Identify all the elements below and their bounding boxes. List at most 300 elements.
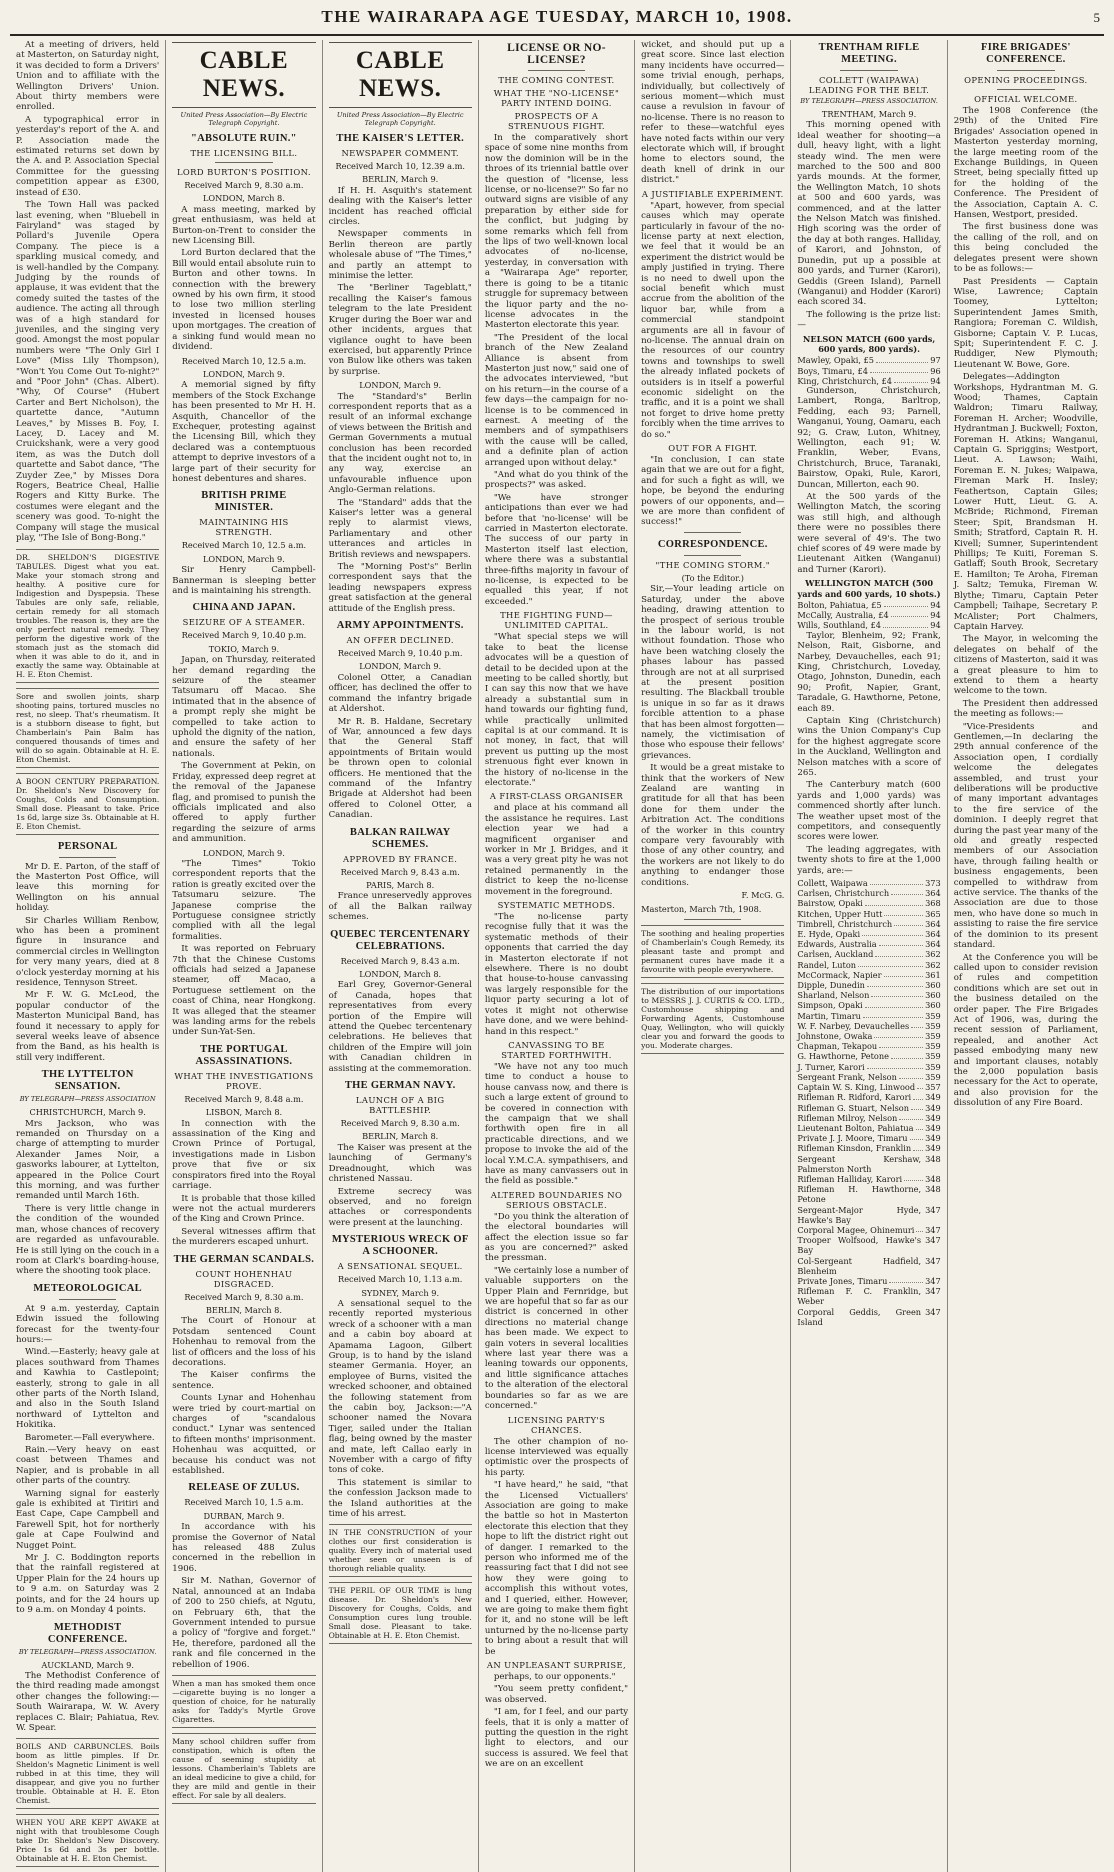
- paragraph: "Apart, however, from special causes which may operate particularly in favour of the no-license party at next election, we feel that it would be an experiment the district would be amply justified in trying. There is no need to dwell upon the social benefit which must accrue from the abolition of the liquor bar, while from a commercial standpoint arguments are all in favour of no-license. The annual drain on the resources of our country towns and townships to swell the already inflated pockets of outsiders is in itself a powerful economic sidelight on the traffic, and it is a point we shall not forget to drive home pretty forcibly when the time arrives to do so.": [641, 200, 785, 440]
- sub-heading: LORD BURTON'S POSITION.: [176, 167, 311, 177]
- advert: Sore and swollen joints, sharp shooting pains, tortured muscles no rest, no sleep. That's rheumatism. It is a stubborn disease to fight, but Chamberlain's Pain Balm has conquered thousands of times and will do so again. Obtainable at H. E. Eton Chemist.: [16, 688, 159, 768]
- shooter-name: Collett, Waipawa: [797, 878, 868, 889]
- score-row: [797, 919, 940, 929]
- shooter-name: Boys, Timaru, £4: [797, 365, 868, 376]
- section-heading: "ABSOLUTE RUIN.": [191, 133, 297, 144]
- shooter-name: Simpson, Opaki: [797, 1000, 863, 1011]
- agency-note: United Press Association—By Electric Telegraph Copyright.: [180, 111, 308, 127]
- paragraph: Delegates—Addington Workshops, Hydrantman M. G. Wood; Thames, Captain Waldron; Timaru Railway, Foreman H. Archer; Woodville, Hydrantman J. Buckwell; Foxton, Foreman H. Atkins; Wanganui, Captain G. Spriggins; Westport, Lieut. A. Lawson; Waihi, Foreman E. N. Jukes; Waipawa, Fireman Mark H. Insley; Feathertson, Captain Giles; Lower Hutt, Lieut. G. A. McBride; Richmond, Fireman Steer; Spit, Brandsman H. Smith; Stratford, Captain R. H. Kivell; Sumner, Superintendent Phillips; Te Kuiti, Foreman S. Gatlaff; South Brook, Secretary E. Hamilton; Te Aroha, Fireman J. Saltz; Temuka, Fireman W. Blythe; Timaru, Captain Peter Campbell; Taihape, Secretary P. McAlister; Port Chalmers, Captain Harvey.: [953, 372, 1098, 632]
- score-table-heading: WELLINGTON MATCH (500 yards and 600 yards, 10 shots.): [797, 578, 941, 599]
- shooter-score: 359: [925, 1031, 941, 1042]
- shooter-name: Chapman, Tekapou: [797, 1041, 878, 1052]
- leader-dots: [917, 1082, 923, 1089]
- paragraph: In connection with the assassination of the King and Crown Prince of Portugal, investigations made in Lisbon prove that five or six conspirators fired into the Royal carriage.: [172, 1118, 316, 1192]
- leader-dots: [904, 1174, 923, 1181]
- shooter-score: 348: [925, 1184, 941, 1195]
- paragraph: At the 500 yards of the Wellington Match, the scoring was still high, and although there were no possibles there were several of 49's. The two chief scores of 49 were made by Lieutenant Aitken (Wanganui) and Turner (Karori).: [797, 492, 941, 575]
- score-row: [797, 1123, 940, 1133]
- sub-heading: THE LICENSING BILL.: [190, 148, 298, 158]
- score-row: [797, 888, 940, 898]
- leader-dots: [911, 1103, 923, 1110]
- paragraph: This statement is similar to the confession Jackson made to the Island authorities at the time of his arrest.: [328, 1477, 472, 1520]
- paragraph: Sir Henry Campbell-Bannerman is sleeping better and is maintaining his strength.: [172, 565, 316, 596]
- paragraph: Past Presidents — Captain Wise, Lawrence; Captain Toomey, Lyttelton; Superintendent James Smith, Rangiora; Foreman C. Wildish, Gisborne; Captain V. P. Lucas, Spit; Superintendent F. C. J. Ruddiger, New Plymouth; Lieutenant W. Bowe, Gore.: [953, 276, 1098, 370]
- section-heading: FIRE BRIGADES' CONFERENCE.: [981, 42, 1071, 65]
- section-heading: CORRESPONDENCE.: [657, 538, 768, 550]
- shooter-score: 359: [925, 1010, 941, 1021]
- section-heading: THE GERMAN SCANDALS.: [173, 1253, 315, 1265]
- paragraph: A typographical error in yesterday's report of the A. and P. Association made the estimated returns set down by the A. and P. Association Special Committee for the guessing competition appear as £300, instead of £30.: [16, 114, 160, 198]
- paragraph: "And what do you think of the prospects?" was asked.: [484, 470, 629, 491]
- sub-heading: ALTERED BOUNDARIES NO SERIOUS OBSTACLE.: [490, 1189, 623, 1210]
- dateline: PARIS, March 8.: [366, 879, 435, 890]
- divider: [997, 89, 1055, 90]
- paragraph: The Mayor, in welcoming the delegates on behalf of the citizens of Masterton, said it was a great pleasure to him to extend to them a hearty welcome to the town.: [953, 634, 1098, 697]
- score-row: [797, 366, 940, 376]
- shooter-score: 347: [925, 1235, 941, 1246]
- score-row: [797, 1062, 940, 1072]
- paragraph: The President then addressed the meeting as follows:—: [953, 698, 1098, 720]
- score-row: [797, 1021, 940, 1031]
- sub-heading: AN OFFER DECLINED.: [346, 635, 454, 646]
- paragraph: Lord Burton declared that the Bill would entail absolute ruin to Burton and other towns. In connection with the brewery owned by his own firm, it stood to lose two million sterling invested in licensed houses upon mortgages. The creation of a sinking fund would mean no dividend.: [172, 248, 316, 353]
- shooter-name: Corporal Geddis, Green Island: [797, 1306, 922, 1327]
- shooter-name: Trooper Wolfsood, Hawke's Bay: [797, 1235, 922, 1256]
- shooter-name: Wills, Southland, £4: [797, 620, 881, 631]
- shooter-score: 362: [925, 949, 941, 960]
- sub-heading: LICENSING PARTY'S CHANCES.: [507, 1414, 606, 1435]
- section-heading: BRITISH PRIME MINISTER.: [201, 490, 287, 514]
- paragraph: The Kaiser was present at the launching of Germany's Dreadnought, which was christened Nassau.: [328, 1142, 472, 1185]
- shooter-name: Col-Sergeant Hadfield, Blenheim: [797, 1255, 922, 1276]
- score-row: [797, 600, 940, 610]
- leader-dots: [883, 620, 928, 627]
- paragraph: The leading aggregates, with twenty shots to fire at the 1,000 yards, are:—: [797, 844, 941, 876]
- score-row: [797, 1174, 940, 1184]
- shooter-score: 368: [925, 898, 941, 909]
- dateline: Received March 10, 12.5 a.m.: [181, 355, 307, 366]
- section-heading: ARMY APPOINTMENTS.: [336, 620, 464, 632]
- nelson-score-list: [797, 355, 940, 386]
- leader-dots: [875, 949, 923, 956]
- sub-heading: PROSPECTS OF A STRENUOUS FIGHT.: [508, 111, 605, 131]
- leader-dots: [870, 878, 923, 885]
- wellington-score-list: [797, 600, 940, 631]
- shooter-name: J. Turner, Karori: [797, 1061, 865, 1072]
- dateline: LONDON, March 9.: [359, 380, 442, 391]
- leader-dots: [858, 960, 923, 967]
- paragraph: "The no-license party recognise fully that it was the systematic methods of their opponents that carried the day in Masterton electorate if not elsewhere. There is no doubt that house-to-house canvassing was largely responsible for the liquor party securing a lot of votes it might not otherwise have done, and we were behind-hand in this respect.": [484, 912, 629, 1037]
- shooter-score: 349: [925, 1112, 941, 1123]
- dateline: DURBAN, March 9.: [203, 1510, 285, 1521]
- section-heading: MYSTERIOUS WRECK OF A SCHOONER.: [331, 1234, 469, 1258]
- shooter-score: 360: [925, 980, 941, 991]
- paragraph: Sir,—Your leading article on Saturday, under the above heading, drawing attention to the prospect of serious trouble in the labour world, is not without foundation. Those who have been watching closely the phases labour has passed through are not at all surprised at the present position resulting. The Blackball trouble is unique in so far as it draws forcible attention to a phase that has been almost forgotten—namely, the victimisation of those who espouse their fellows' grievances.: [641, 584, 785, 761]
- paragraph: Captain King (Christchurch) wins the Union Company's Cup for the highest aggregate score in the Auckland, Wellington and Nelson matches with a score of 265.: [797, 715, 941, 778]
- shooter-name: Timbrell, Christchurch: [797, 918, 893, 929]
- column-1: [10, 40, 166, 1872]
- paragraph: "The President of the local branch of the New Zealand Alliance is absent from Masterton just now," said one of the advocates interviewed, "but on his return—in the course of a few days—the campaign for no-license is to be commenced in earnest. A meeting of the members and of sympathisers with the cause will be called, and a definite plan of action arranged upon without delay.": [484, 332, 629, 468]
- shooter-score: 365: [925, 908, 941, 919]
- score-row: [797, 1041, 940, 1051]
- section-heading: TRENTHAM RIFLE MEETING.: [818, 42, 920, 65]
- paragraph: The Town Hall was packed last evening, when "Bluebell in Fairyland" was staged by Pollard's Juvenile Opera Company. The piece is a sparkling musical comedy, and is well-handled by the Company. Judging by the rounds of applause, it was evident that the comedy suited the tastes of the audience. The acting all through was of a high standard for juveniles, and the singing very good. Amongst the most popular numbers were "The Only Girl I Love" (Miss Lily Thompson), "Won't You Come Out To-night?" and "Poor John" (Chas. Albert). "Why, Of Course" (Hubert Carter and Bert Nicholson), the quartette dance, "Autumn Leaves," by Misses B. Foy, I. Lacey, D. Lacey and M. Cruickshank, were a very good item, as was the Dutch doll quartette and Sabot dance, "The Zuyder Zee," by Misses Dora Rogers, Beatrice Cheal, Hallie Rogers and Kitty Burke. The costumes were elegant and the scenery was good. To-night the Company will stage the musical play, "The Isle of Bong-Bong.": [16, 200, 160, 544]
- paragraph: The other champion of no-license interviewed was equally optimistic over the prospects of his party.: [484, 1436, 629, 1478]
- leader-dots: [884, 970, 924, 977]
- score-row: [797, 620, 940, 630]
- shooter-name: Carlsen, Auckland: [797, 949, 874, 960]
- dateline: LONDON, March 9.: [202, 368, 285, 379]
- shooter-score: 347: [925, 1286, 941, 1297]
- advert: The soothing and healing properties of Chamberlain's Cough Remedy, its pleasant taste and prompt and permanent cures have made it a favourite with people everywhere.: [641, 925, 784, 978]
- divider: [215, 162, 272, 163]
- shooter-score: 359: [925, 1061, 941, 1072]
- score-row: [797, 610, 940, 620]
- paragraph: The "Morning Post's" Berlin correspondent says that the leading newspapers express great satisfaction at the general attitude of the English press.: [328, 562, 472, 614]
- paragraph: It is probable that those killed were not the actual murderers of the King and Crown Prince.: [172, 1193, 316, 1225]
- score-row: [797, 1154, 940, 1174]
- section-heading: METHODIST CONFERENCE.: [47, 1621, 128, 1645]
- shooter-name: Martin, Timaru: [797, 1010, 861, 1021]
- leader-dots: [865, 1000, 923, 1007]
- agency-note: BY TELEGRAPH—PRESS ASSOCIATION: [19, 1095, 156, 1104]
- section-heading: THE PORTUGAL ASSASSINATIONS.: [195, 1043, 293, 1067]
- paragraph: "The Times" Tokio correspondent reports that the ration is greatly excited over the Tatsumaru seizure. The Japanese comprise the Portuguese consignee strictly complied with all the legal formalities.: [172, 858, 316, 942]
- paragraph: There is very little change in the condition of the wounded man, whose chances of recovery are regarded as unfavourable. He is still lying on the couch in a room at Clark's boarding-house, where the shooting took place.: [16, 1203, 160, 1277]
- paragraph: Barometer.—Fall everywhere.: [25, 1432, 155, 1443]
- shooter-name: E. Hyde, Opaki: [797, 929, 861, 940]
- shooter-name: Corporal Magee, Ohinemuri: [797, 1224, 915, 1235]
- shooter-name: W. F. Narbey, Devauchelles: [797, 1020, 910, 1031]
- paragraph: Warning signal for easterly gale is exhibited at Tiritiri and East Cape, Cape Campbell and Farewell Spit, hot for northerly gale at Cape Foulwind and Nugget Point.: [16, 1488, 160, 1551]
- advert: Many school children suffer from constipation, which is often the cause of seeming stupidity at lessons. Chamberlain's Tablets are an ideal medicine to give a child, for they are mild and gentle in their effect. For sale by all dealers.: [172, 1733, 315, 1804]
- section-heading: PERSONAL: [57, 840, 118, 852]
- sub-heading: THE FIGHTING FUND—UNLIMITED CAPITAL.: [500, 610, 613, 631]
- shooter-score: 94: [930, 600, 941, 611]
- score-table-heading: NELSON MATCH (600 yards, 600 yards, 800 yards).: [802, 333, 936, 354]
- score-row: [797, 898, 940, 908]
- shooter-name: Rifleman H. Hawthorne, Petone: [797, 1184, 922, 1205]
- shooter-score: 357: [925, 1082, 941, 1093]
- shooter-score: 364: [925, 888, 941, 899]
- section-heading: QUEBEC TERCENTENARY CELEBRATIONS.: [330, 928, 471, 952]
- paragraph: Sir Charles William Renbow, who has been a prominent figure in insurance and commercial circles in Wellington for very many years, died at 8 o'clock yesterday morning at his residence, Tennyson Street.: [16, 915, 160, 988]
- paragraph: Colonel Otter, a Canadian officer, has declined the offer to command the infantry brigade at Aldershot.: [328, 672, 472, 715]
- paragraph: Mrs Jackson, who was remanded on Thursday on a charge of attempting to murder Alexander James Noir, a gasworks labourer, at Lyttelton, appeared in the Police Court this morning, and was further remanded until March 16th.: [16, 1118, 160, 1202]
- dateline: Received March 9, 8.30 a.m.: [340, 1118, 460, 1129]
- shooter-name: Private Jones, Timaru: [797, 1275, 888, 1286]
- paragraph: This morning opened with ideal weather for shooting—a dull, heavy light, with a light steady wind. The men were marched to the 500 and 800 yards mounds. At the former, the Wellington Match, 10 shots at 500 and 600 yards, was commenced, and at the latter the Nelson Match was finished. High scoring was the order of the day at both ranges. Halliday, of Karori, and Johnston, of Dunedin, put up a possible at 800 yards, and Turner (Karori), Geddis (Green Island), Parnell (Wanganui) and Hodder (Karori) each scored 34.: [797, 120, 941, 308]
- shooter-score: 94: [930, 610, 941, 621]
- section-heading: CHINA AND JAPAN.: [192, 602, 296, 614]
- letter-signature: F. McG. G.: [741, 890, 785, 901]
- leader-dots: [894, 919, 923, 926]
- paragraph: Wind.—Easterly; heavy gale at places southward from Thames and Kawhia to Castlepoint; easterly, strong to gale in all other parts of the North Island, and also in the South Island northward of Lyttelton and Hokitika.: [16, 1347, 160, 1431]
- score-row: [797, 949, 940, 959]
- score-row: [797, 1276, 940, 1286]
- section-heading: METEOROLOGICAL: [33, 1282, 142, 1294]
- leader-dots: [865, 898, 923, 905]
- score-row: [797, 1184, 940, 1204]
- shooter-name: Randel, Luton: [797, 959, 857, 970]
- paragraph: "We have not any too much time to conduct a house to house canvass now, and there is such a large extent of ground to be covered in connection with the campaign that we shall forthwith open fire in all practicable directions, and we propose to invoke the aid of the local Y.M.C.A. sympathisers, and have as many canvassers out in the field as possible.": [484, 1061, 629, 1187]
- paragraph: The following is the prize list:—: [797, 309, 941, 331]
- leader-dots: [916, 1123, 924, 1130]
- section-heading: BALKAN RAILWAY SCHEMES.: [349, 826, 451, 850]
- leader-dots: [862, 929, 923, 936]
- shooter-name: Mawley, Opaki, £5: [797, 355, 874, 366]
- shooter-name: Rifleman G. Stuart, Nelson: [797, 1102, 909, 1113]
- paragraph: "We certainly lose a number of valuable supporters on the Upper Plain and Fernridge, but we are hopeful that so far as our district is concerned in other directions no material change has been made. We expect to gain voters in several localities where last year there was a leaning towards our opponents, and little significance attaches to the alteration of the electoral boundaries so far as we are concerned.": [484, 1265, 629, 1412]
- dateline: Received March 9, 8.30 a.m.: [184, 180, 304, 190]
- paragraph: perhaps, to our opponents.": [493, 1672, 616, 1683]
- shooter-name: Rifleman Kinsdon, Franklin: [797, 1143, 912, 1154]
- advert: IN THE CONSTRUCTION of your clothes our first consideration is quality. Every inch of material used whether seen or unseen is of thorough reliable quality.: [329, 1524, 472, 1577]
- leader-dots: [891, 888, 923, 895]
- paragraph: "I am, for I feel, and our party feels, that it is only a matter of putting the question in the right light to electors, and our success is assured. We feel that we are on an excellent: [484, 1707, 629, 1770]
- agency-note: BY TELEGRAPH—PRESS ASSOCIATION.: [18, 1647, 157, 1656]
- paragraph: It would be a great mistake to think that the workers of New Zealand are wanting in gratitude for all that has been done for them under the Arbitration Act. The conditions of the worker in this country compare very favourably with those of any other country, and the workers are not likely to do anything to endanger those conditions.: [641, 763, 785, 888]
- leader-dots: [899, 1072, 923, 1079]
- shooter-name: Private J. J. Moore, Timaru: [797, 1133, 908, 1144]
- page-number: 5: [1093, 10, 1100, 25]
- divider: [528, 70, 585, 71]
- paragraph: Sir M. Nathan, Governor of Natal, announced at an Indaba of 200 to 250 chiefs, at Ngutu, on February 6th, that the Government intended to pursue a policy of "forgive and forget." He, therefore, pardoned all the rank and file concerned in the rebellion of 1906.: [172, 1576, 316, 1670]
- shooter-name: Bolton, Pahiatua, £5: [797, 600, 882, 611]
- paragraph: In the comparatively short space of some nine months from now the dominion will be in the throes of its triennial battle over the question of "license, less license, or no-license?" So far no outward signs are visible of any preparation by either side for the conflict, but judging by some remarks which fell from the lips of two well-known local advocates of no-license, yesterday, in conversation with a "Wairarapa Age" reporter, there is going to be a titanic struggle for supremacy between the liquor party and the no-license advocates in the Masterton electorate this year.: [484, 133, 629, 331]
- shooter-score: 359: [925, 1071, 941, 1082]
- divider: [684, 532, 741, 533]
- shooter-name: Sergeant Frank, Nelson: [797, 1071, 897, 1082]
- dateline: BERLIN, March 9.: [362, 174, 439, 185]
- column-6: [791, 40, 947, 1872]
- columns: [10, 40, 1104, 1864]
- paragraph: France unreservedly approves of all the Balkan railway schemes.: [328, 891, 472, 923]
- paragraph: The "Standard's" Berlin correspondent reports that as a result of an informal exchange of views between the British and German Governments a mutual conclusion has been recorded that the incident ought not to, in any way, exercise an unfavourable influence upon Anglo-German relations.: [328, 391, 472, 496]
- shooter-name: Lieutenant Bolton, Pahiatua: [797, 1122, 914, 1133]
- leader-dots: [884, 600, 929, 607]
- paragraph: At a meeting of drivers, held at Masterton, on Saturday night, it was decided to form a Drivers' Union and to affiliate with the Wellington Drivers' Union. About thirty members were enrolled.: [16, 40, 160, 113]
- shooter-score: 359: [925, 1020, 941, 1031]
- paragraph: A mass meeting, marked by great enthusiasm, was held at Burton-on-Trent to consider the new Licensing Bill.: [172, 204, 316, 247]
- dateline: BERLIN, March 8.: [205, 1304, 282, 1315]
- shooter-name: Rifleman Halliday, Karori: [797, 1173, 903, 1184]
- dateline: BERLIN, March 8.: [362, 1131, 439, 1142]
- sub-heading: OUT FOR A FIGHT.: [668, 443, 758, 454]
- sub-heading: SEIZURE OF A STEAMER.: [182, 617, 306, 628]
- score-row: [797, 1031, 940, 1041]
- column-5: [635, 40, 791, 1872]
- dateline: Received March 9, 8.43 a.m.: [340, 866, 460, 877]
- score-row: [797, 929, 940, 939]
- column-3: [323, 40, 479, 1872]
- advert: BOILS AND CARBUNCLES. Boils boom as little pimples. If Dr. Sheldon's Magnetic Liniment is well rubbed in at this time, they will disappear, and give you no further trouble. Obtainable at H. E. Eton Chemist.: [16, 1738, 159, 1809]
- leader-dots: [871, 990, 923, 997]
- paragraph: At the Conference you will be called upon to consider revision of rules and competition conditions which are set out in the business detailed on the order paper. The Fire Brigades Act of 1906, was, during the recent session of Parliament, repealed, and another Act passed embodying many new and important clauses, notably the 2,000 population basis necessary for the Act to operate, and also provision for the dissolution of any Fire Board.: [953, 952, 1098, 1109]
- paragraph: Extreme secrecy was observed, and no foreign attaches or correspondents were present at the launching.: [328, 1186, 472, 1228]
- leader-dots: [891, 610, 929, 617]
- divider: [840, 70, 897, 71]
- leader-dots: [911, 1021, 923, 1028]
- shooter-score: 348: [925, 1173, 941, 1184]
- column-4: [479, 40, 635, 1872]
- shooter-score: 360: [925, 1000, 941, 1011]
- shooter-name: Edwards, Australia: [797, 939, 877, 950]
- sub-heading: A FIRST-CLASS ORGANISER: [489, 791, 624, 802]
- score-row: [797, 1072, 940, 1082]
- divider: [59, 1299, 116, 1300]
- advert: THE PERIL OF OUR TIME is lung disease. Dr. Sheldon's New Discovery for Coughs, Colds, and Consumption cures lung trouble. Small dose. Pleasant to take. Obtainable at H. E. Eton Chemist.: [329, 1582, 472, 1644]
- cable-news-masthead: CABLE NEWS.: [172, 42, 315, 108]
- shooter-name: Sharland, Nelson: [797, 990, 870, 1001]
- leader-dots: [879, 1041, 923, 1048]
- shooter-score: 361: [925, 969, 941, 980]
- shooter-name: King, Christchurch, £4: [797, 375, 892, 386]
- advert: A BOON CENTURY PREPARATION. Dr. Sheldon's New Discovery for Coughs, Colds and Consumption. Small dose. Pleasant to take. Price 1s 6d, large size 3s. Obtainable at H. E. Eton Chemist.: [16, 773, 159, 835]
- advert: WHEN YOU ARE KEPT AWAKE at night with that troublesome Cough take Dr. Sheldon's New Discovery. Price 1s 6d and 3s per bottle. Obtainable at H. E. Eton Chemist.: [16, 1814, 159, 1867]
- leader-dots: [884, 909, 923, 916]
- shooter-score: 349: [925, 1122, 941, 1133]
- leader-dots: [913, 1092, 923, 1099]
- sub-heading: NEWSPAPER COMMENT.: [341, 148, 459, 158]
- dateline: AUCKLAND, March 9.: [41, 1659, 134, 1670]
- dateline: TRENTHAM, March 9.: [821, 109, 917, 119]
- leader-dots: [910, 1133, 924, 1140]
- leader-dots: [889, 1276, 923, 1283]
- section-heading: THE LYTTELTON SENSATION.: [41, 1069, 134, 1093]
- shooter-score: 359: [925, 1041, 941, 1052]
- shooter-score: 347: [925, 1255, 941, 1266]
- shooter-score: 347: [925, 1224, 941, 1235]
- score-row: [797, 1103, 940, 1113]
- dateline: Received March 9, 8.43 a.m.: [340, 955, 460, 966]
- sub-heading: OPENING PROCEEDINGS.: [964, 75, 1088, 85]
- sub-heading: LAUNCH OF A BIG BATTLESHIP.: [355, 1095, 445, 1116]
- score-row: [797, 1082, 940, 1092]
- paragraph: Mr J. C. Boddington reports that the rainfall registered at Upper Plain for the 24 hours up to 9 a.m. on Saturday was 2 points, and for the 24 hours up to 9 a.m. on Monday 4 points.: [16, 1553, 160, 1616]
- score-row: [797, 1133, 940, 1143]
- leader-dots: [876, 355, 928, 362]
- paragraph: The Methodist Conference of the third reading made amongst other changes the following:— South Wairarapa, W. W. Avery replaces C. Blair; Pahiatua, Rev. W. Spear.: [16, 1670, 160, 1733]
- leader-dots: [899, 1113, 923, 1120]
- score-row: [797, 1011, 940, 1021]
- dateline: Received March 10, 12.5 a.m.: [181, 540, 307, 551]
- dateline: LISBON, March 8.: [205, 1107, 283, 1118]
- paragraph: If H. H. Asquith's statement dealing with the Kaiser's letter incident has reached official circles.: [328, 185, 472, 228]
- paragraph: Mr F. W. G. McLeod, the popular conductor of the Masterton Municipal Band, has found it necessary to apply for several weeks leave of absence from the Band, as his health is still very indifferent.: [16, 990, 160, 1063]
- score-row: [797, 376, 940, 386]
- shooter-score: 360: [925, 990, 941, 1001]
- sub-heading: A JUSTIFIABLE EXPERIMENT.: [641, 188, 784, 199]
- shooter-name: Bairstow, Opaki: [797, 898, 863, 909]
- editor-line: (To the Editor.): [681, 572, 744, 583]
- advert: DR. SHELDON'S DIGESTIVE TABULES. Digest what you eat. Make your stomach strong and healthy. A positive cure for Indigestion and Dyspepsia. These Tabules are only safe, reliable, certain remedy for all stomach troubles. The reason is, they are the only perfect natural remedy. They perform the digestive work of the stomach just as the stomach did when it was able to do it, and in exactly the same way. Obtainable at H. E. Eton Chemist.: [16, 549, 159, 683]
- shooter-score: 364: [925, 929, 941, 940]
- shooter-score: 364: [925, 939, 941, 950]
- leader-dots: [867, 1062, 923, 1069]
- score-row: [797, 1051, 940, 1061]
- sub-heading: A SENSATIONAL SEQUEL.: [337, 1261, 463, 1272]
- agency-note: BY TELEGRAPH—PRESS ASSOCIATION.: [800, 97, 938, 105]
- sub-heading: AN UNPLEASANT SURPRISE,: [486, 1660, 627, 1671]
- paragraph: Taylor, Blenheim, 92; Frank, Nelson, Rait, Gisborne, and Narbey, Devauchelles, each 91; King, Christchurch, Loveday, Otago, Johnston, Dunedin, each 90; Profit, Napier, Grant, Taradale, G. Hawthorne, Petone, each 89.: [797, 630, 941, 714]
- paragraph: The first business done was the calling of the roll, and on this being concluded the delegates present were shown to be as follows:—: [953, 222, 1098, 275]
- paragraph: Counts Lynar and Hohenhau were tried by court-martial on charges of "scandalous conduct." Lynar was sentenced to fifteen months' imprisonment. Hohenhau was acquitted, or because his conduct was not established.: [172, 1393, 316, 1477]
- dateline: LONDON, March 9.: [202, 847, 285, 858]
- paragraph: Japan, on Thursday, reiterated her demand regarding the seizure of the steamer Tatsumaru off Macao. She intimated that in the absence of a prompt reply she might be compelled to take action to uphold the dignity of the nation, and ensure the safety of her nationals.: [172, 655, 316, 759]
- dateline: TOKIO, March 9.: [208, 643, 280, 654]
- score-row: [797, 1143, 940, 1153]
- sub-heading: SYSTEMATIC METHODS.: [497, 900, 616, 911]
- score-row: [797, 909, 940, 919]
- cable-news-masthead: CABLE NEWS.: [329, 42, 472, 108]
- paragraph: The "Standard" adds that the Kaiser's letter was a general reply to alarmist views, Parliamentary and other utterances and articles in British reviews and newspapers.: [328, 497, 472, 560]
- paragraph: The "Berliner Tageblatt," recalling the Kaiser's famous telegram to the late President Kruger during the Boer war and other incidents, argues that vigilance ought to have been exercised, but apparently Prince von Bulow like others was taken by surprise.: [328, 283, 472, 377]
- leader-dots: [879, 939, 923, 946]
- paragraph: Newspaper comments in Berlin thereon are partly wholesale abuse of "The Times," and partly an attempt to minimise the letter.: [328, 229, 472, 282]
- shooter-score: 362: [925, 959, 941, 970]
- divider: [59, 857, 116, 858]
- shooter-score: 359: [925, 1051, 941, 1062]
- leader-dots: [867, 980, 923, 987]
- score-row: [797, 1307, 940, 1327]
- score-row: [797, 960, 940, 970]
- score-row: [797, 1256, 940, 1276]
- shooter-score: 373: [925, 878, 941, 889]
- local-news: [16, 40, 159, 544]
- paragraph: "What special steps we will take to beat the license advocates will be a question of detail to be decided upon at the meeting to be called shortly, but I can say this now that we have already a substantial sum in hand towards our fighting fund, while practically unlimited capital is at our command. It is not money, in fact, that will prevent us putting up the most strenuous fight ever known in the history of no-license in the electorate.": [484, 632, 629, 788]
- dateline: Received March 10, 12.39 a.m.: [335, 161, 465, 171]
- shooter-name: Kitchen, Upper Hutt: [797, 908, 883, 919]
- shooter-score: 94: [930, 375, 941, 386]
- dateline: Received March 10, 1.5 a.m.: [184, 1497, 304, 1508]
- shooter-score: 349: [925, 1092, 941, 1103]
- paragraph: and place at his command all the assistance he requires. Last election year we had a magnificent organiser and worker in Mr J. Bridges, and it was a very great pity he was not retained permanently in the district to keep the no-license movement in the foreground.: [484, 803, 629, 897]
- column-2: [166, 40, 322, 1872]
- shooter-name: Sergeant Kershaw, Palmerston North: [797, 1153, 922, 1174]
- paragraph: Several witnesses affirm that the murderers escaped unhurt.: [172, 1226, 316, 1248]
- shooter-score: 96: [930, 365, 941, 376]
- sub-heading: COLLETT (WAIPAWA) LEADING FOR THE BELT.: [808, 75, 930, 95]
- paragraph: Mr D. E. Parton, of the staff of the Masterton Post Office, will leave this morning for Wellington on his annual holiday.: [16, 861, 160, 914]
- sub-heading: THE COMING CONTEST.: [498, 75, 615, 85]
- dateline: LONDON, March 8.: [359, 969, 442, 979]
- score-row: [797, 1286, 940, 1306]
- dateline: SYDNEY, March 9.: [361, 1287, 440, 1298]
- dateline: LONDON, March 8.: [202, 193, 285, 204]
- paragraph: It was reported on February 7th that the Chinese Customs officials had seized a Japanese steamer, off Macao, a Portuguese settlement on the coast of China, near Hongkong. It was alleged that the steamer was landing arms for the rebels under Sun-Yat-Sen.: [172, 944, 316, 1038]
- shooter-score: 349: [925, 1102, 941, 1113]
- paragraph: The Court of Honour at Potsdam sentenced Count Hohenhau to removal from the list of officers and the loss of his decorations.: [172, 1316, 316, 1368]
- paragraph: The Government at Pekin, on Friday, expressed deep regret at the removal of the Japanese flag, and promised to punish the officials implicated and also offered to apply further regarding the seizure of arms and ammunition.: [172, 761, 316, 845]
- paragraph: Mr R. B. Haldane, Secretary of War, announced a few days that the General Staff appointments of Britain would be thrown open to colonial officers. He mentioned that the command of the Infantry Brigade at Aldershot had been offered to Colonel Otter, a Canadian.: [328, 716, 472, 821]
- paragraph: The 1908 Conference (the 29th) of the United Fire Brigades' Association opened in Masterton yesterday morning, the large meeting room of the Exchange Buildings, in Queen Street, being specially fitted up for the holding of the Conference. The President of the Association, Captain A. C. Hansen, Westport, presided.: [953, 106, 1098, 221]
- shooter-score: 97: [930, 355, 941, 366]
- leader-dots: [874, 1031, 923, 1038]
- sub-heading: MAINTAINING HIS STRENGTH.: [199, 517, 289, 538]
- sub-heading: OFFICIAL WELCOME.: [974, 94, 1078, 104]
- shooter-score: 347: [925, 1204, 941, 1215]
- shooter-name: McCormack, Napier: [797, 969, 882, 980]
- dateline: LONDON, March 9.: [202, 553, 285, 564]
- shooter-score: 348: [925, 1153, 941, 1164]
- score-row: [797, 1235, 940, 1255]
- score-row: [797, 355, 940, 365]
- score-row: [797, 878, 940, 888]
- shooter-name: Sergeant-Major Hyde, Hawke's Bay: [797, 1204, 922, 1225]
- aggregate-score-list: [797, 878, 940, 1327]
- sub-heading: APPROVED BY FRANCE.: [343, 853, 458, 864]
